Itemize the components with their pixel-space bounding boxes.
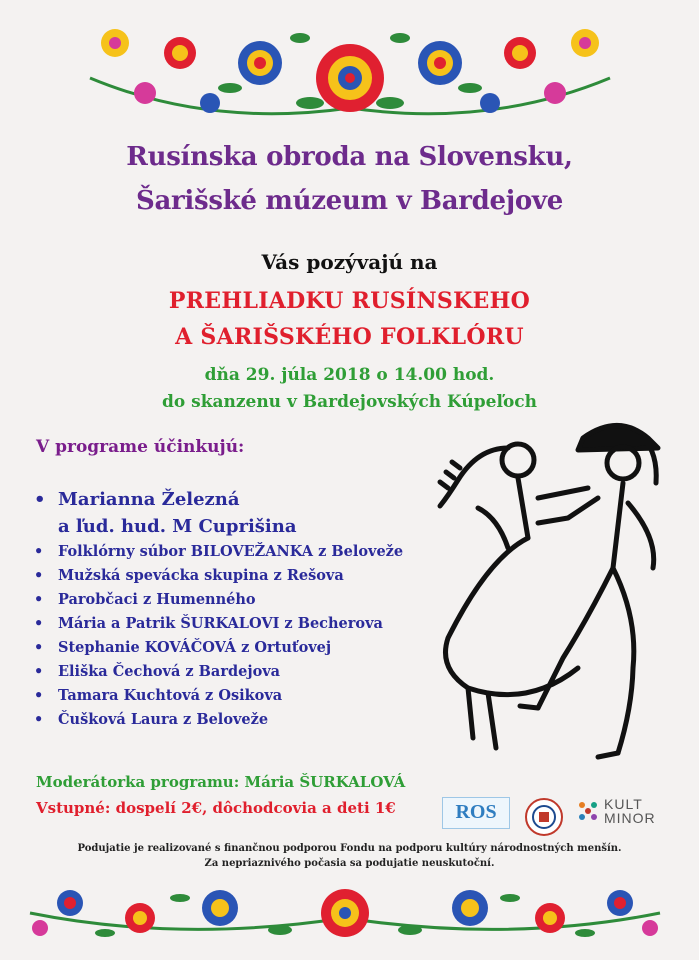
list-item [34, 708, 434, 732]
bullet-icon: • [34, 489, 46, 510]
funding-note: Podujatie je realizované s finančnou podporou Fondu na podporu kultúry národnostných menšín. [77, 843, 622, 854]
list-item [34, 564, 434, 588]
event-title-line-2: A ŠARIŠSKÉHO FOLKLÓRU [175, 324, 524, 350]
museum-logo-icon [524, 797, 564, 837]
floral-garland-bottom [20, 868, 670, 958]
event-title-line-1: PREHLIADKU RUSÍNSKEHO [168, 288, 531, 314]
organizer-line-2: Šarišské múzeum v Bardejove [136, 186, 563, 216]
event-place: do skanzenu v Bardejovských Kúpeľoch [161, 392, 537, 412]
bullet-icon: • [34, 591, 44, 608]
bullet-icon: • [34, 687, 44, 704]
bullet-icon: • [34, 615, 44, 632]
performer-name: Tamara Kuchtová z Osikova [58, 687, 283, 704]
bullet-icon: • [34, 567, 44, 584]
entry-fee-line: Vstupné: dospelí 2€, dôchodcovia a deti 1€ [36, 799, 396, 817]
list-item [34, 588, 434, 612]
performer-name: Mužská spevácka skupina z Rešova [58, 567, 344, 584]
flower-bottom-center-icon [321, 889, 369, 937]
dancing-couple-illustration [418, 408, 680, 784]
list-item [34, 540, 434, 564]
kult-word: KULT [604, 796, 643, 812]
performer-list [34, 486, 434, 732]
performer-name: Folklórny súbor BILOVEŽANKA z Beloveže [58, 543, 404, 560]
list-item [34, 612, 434, 636]
performer-name: Stephanie KOVÁČOVÁ z Ortuťovej [58, 639, 332, 656]
list-item [34, 684, 434, 708]
ros-logo: ROS [442, 797, 510, 829]
invite-text: Vás pozývajú na [261, 250, 438, 274]
minor-word: MINOR [604, 810, 656, 826]
organizer-line-1: Rusínska obroda na Slovensku, [126, 142, 573, 172]
kult-minor-logo [576, 797, 686, 833]
flower-left-icon [238, 41, 282, 85]
kult-minor-mark-icon [576, 799, 600, 823]
bullet-icon: • [34, 543, 44, 560]
performer-name: Marianna Železná [58, 489, 240, 510]
list-item [34, 660, 434, 684]
event-date: dňa 29. júla 2018 o 14.00 hod. [204, 365, 495, 385]
bullet-icon: • [34, 711, 44, 728]
floral-garland-top [70, 8, 630, 128]
kult-minor-text [604, 797, 656, 825]
program-heading: V programe účinkujú: [36, 437, 245, 457]
list-item [34, 486, 434, 513]
list-item [34, 513, 434, 540]
performer-name: Parobčaci z Humenného [58, 591, 256, 608]
moderator-line: Moderátorka programu: Mária ŠURKALOVÁ [36, 773, 406, 791]
bullet-icon: • [34, 663, 44, 680]
performer-name: Čušková Laura z Beloveže [58, 711, 269, 728]
performer-name: Eliška Čechová z Bardejova [58, 663, 281, 680]
weather-note: Za nepriaznivého počasia sa podujatie neuskutoční. [204, 858, 495, 869]
performer-name: a ľud. hud. M Cuprišina [58, 516, 297, 537]
flower-right-icon [418, 41, 462, 85]
performer-name: Mária a Patrik ŠURKALOVI z Becherova [58, 615, 383, 632]
list-item [34, 636, 434, 660]
flower-center-icon [316, 44, 384, 112]
bullet-icon: • [34, 639, 44, 656]
